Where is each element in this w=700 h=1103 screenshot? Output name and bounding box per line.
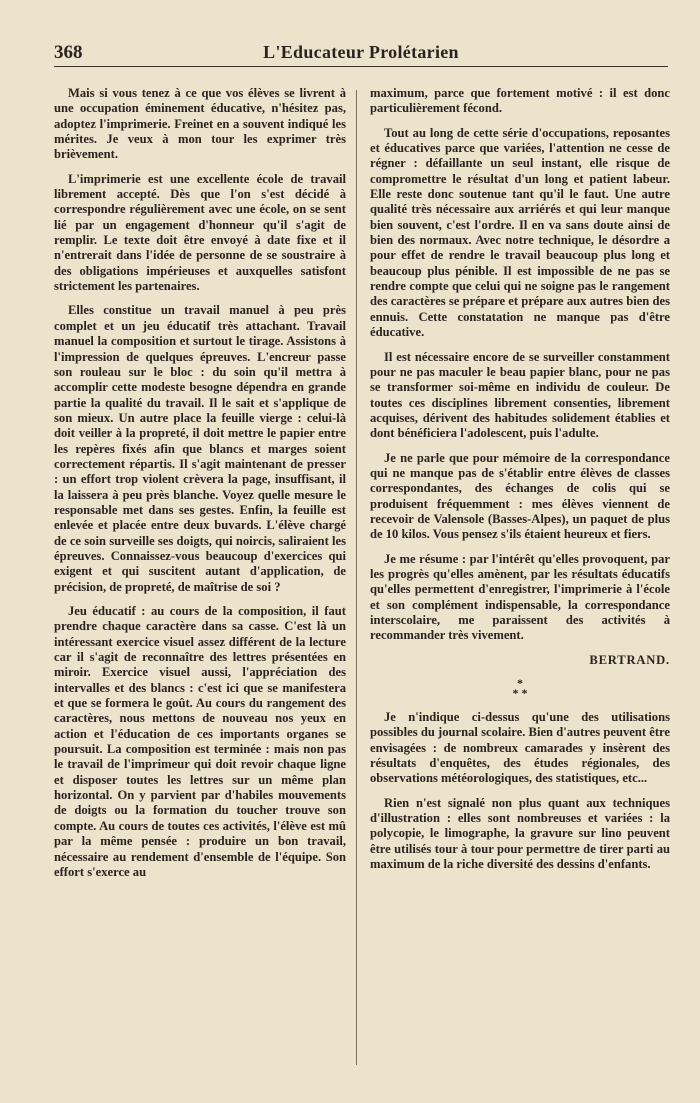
paragraph: Jeu éducatif : au cours de la composition, il faut prendre chaque caractère dans sa casse. C'est là un intéressant exercice visuel assez différent de la lecture car il s'agit de reconnaître des lettres présentées en miroir. Exercice visuel aussi, l'appréciation des intervalles et des blancs : c'est ici que se manifestera et que se formera le goût. Au cours du rangement des caractères, nous mettons de nouveau nos yeux en action et l'éducation de ces importants organes se poursuit. La composition est terminée : mais non pas le travail de l'imprimeur qui doit revoir chaque ligne et disposer toutes les lettres sur un même plan horizontal. On y parvient par d'habiles mouvements de doigts ou la formation du toucher trouve son compte. Au cours de toutes ces activités, l'élève est mû par la même pensée : produire un bon travail, nécessaire au rendement d'ensemble de l'équipe. Son effort s'exerce au <box>54 604 346 879</box>
paragraph: L'imprimerie est une excellente école de travail librement accepté. Dès que l'on s'est décidé à correspondre régulièrement avec une école, on se sent lié par un engagement d'honneur qu'il s'agit de remplir. Le texte doit être envoyé à date fixe et il n'entrerait dans l'idée de personne de se soustraire à des obligations impérieuses et auxquelles satisfont strictement les partenaires. <box>54 171 346 294</box>
paragraph-continuation: maximum, parce que fortement motivé : il est donc particulièrement fécond. <box>370 86 670 116</box>
section-separator <box>370 676 670 701</box>
author-signature: BERTRAND. <box>589 652 670 667</box>
left-column <box>54 86 346 889</box>
separator-star-top: * <box>517 676 523 691</box>
paragraph: Il est nécessaire encore de se surveiller constamment pour ne pas maculer le beau papier blanc, pour ne pas se transformer soi-même en individu de couleur. De toutes ces disciplines librement consenties, librement acquises, dérivent des habitudes solidement établies et dont bénéficiera l'adolescent, puis l'adulte. <box>370 349 670 441</box>
paragraph: Je me résume : par l'intérêt qu'elles provoquent, par les progrès qu'elles amènent, par les résultats éducatifs qu'elles permettent d'enregistrer, l'imprimerie à l'école et son complément indispensable, la correspondance interscolaire, me paraissent des activités à recommander très vivement. <box>370 551 670 643</box>
paragraph: Je n'indique ci-dessus qu'une des utilisations possibles du journal scolaire. Bien d'autres peuvent être envisagées : de nombreux camarades y insèrent des résultats d'enquêtes, des études régionales, des observations météorologiques, des statistiques, etc... <box>370 710 670 786</box>
column-divider <box>356 90 357 1065</box>
running-title: L'Educateur Prolétarien <box>263 42 459 62</box>
paragraph: Tout au long de cette série d'occupations, reposantes et éducatives parce que variées, l'attention ne cesse de régner : défaillante un seul instant, elle risque de compromettre le résultat d'un long et patient labeur. Elle reste donc soutenue tant qu'il le faut. Une autre qualité très nécessaire aux arriérés et qui leur manque bien souvent, c'est l'ordre. Il en va sans doute ainsi de bien des normaux. Avec notre technique, le désordre a pour effet de rendre le travail beaucoup plus long et beaucoup plus pénible. Il est impossible de ne pas se rendre compte que celui qui ne soigne pas le rangement des caractères se prépare et prépare aux autres bien des ennuis. Cette constatation ne manque pas d'être éducative. <box>370 125 670 340</box>
paragraph: Elles constitue un travail manuel à peu près complet et un jeu éducatif très attachant. Travail manuel la composition et surtout le tirage. Assistons à l'impression de quelques épreuves. L'encreur passe son rouleau sur le bloc : du soin qu'il mettra à accomplir cette modeste besogne dépendra en grande partie la qualité du travail. Il le sait et s'applique de son mieux. Un autre place la feuille vierge : celui-là doit veiller à la propreté, il doit mettre le papier entre les repères fixés afin que blancs et marges soient correctement répartis. Il s'agit maintenant de presser : un effort trop violent crèvera la page, insuffisant, il la laissera à peu près blanche. Voyez quelle mesure le responsable met dans ses gestes. Enfin, la feuille est enlevée et placée entre deux buvards. L'élève chargé de ce soin surveille ses doigts, qui noircis, saliraient les épreuves. Connaissez-vous beaucoup d'exercices qui exigent et qui suscitent autant d'application, de précision, de propreté, de maîtrise de soi ? <box>54 303 346 594</box>
right-column <box>370 86 670 881</box>
separator-star-bottom: * * <box>512 686 528 701</box>
page-number: 368 <box>54 42 83 63</box>
paragraph: Je ne parle que pour mémoire de la correspondance qui ne manque pas de s'établir entre élèves de classes correspondantes, des échanges de colis qui se produisent fréquemment : mes élèves viennent de recevoir de Valensole (Basses-Alpes), un paquet de plus de 10 kilos. Vous pensez s'ils étaient heureux et fiers. <box>370 450 670 542</box>
paragraph: Rien n'est signalé non plus quant aux techniques d'illustration : elles sont nombreuses et variées : la polycopie, le limographe, la gravure sur lino peuvent être utilisés tour à tour pour permettre de tirer parti au maximum de la riche diversité des dessins d'enfants. <box>370 795 670 872</box>
page-header <box>54 38 668 67</box>
paragraph: Mais si vous tenez à ce que vos élèves se livrent à une occupation éminement éducative, n'hésitez pas, adoptez l'imprimerie. Freinet en a souvent indiqué les mérites. Je veux à mon tour les exprimer très brièvement. <box>54 86 346 162</box>
